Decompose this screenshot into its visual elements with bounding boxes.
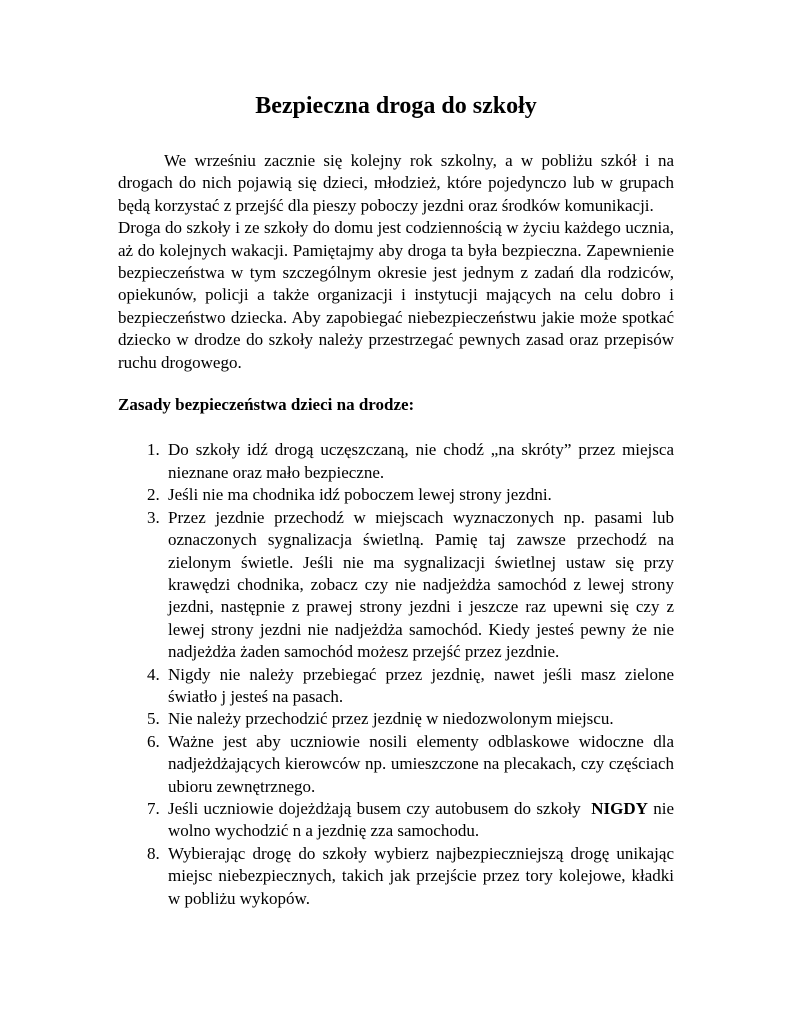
rule-item-1: 1. Do szkoły idź drogą uczęszczaną, nie chodź „na skróty” przez miejsca nieznane oraz mało bezpieczne.: [164, 439, 674, 484]
rule-item-8: 8. Wybierając drogę do szkoły wybierz najbezpieczniejszą drogę unikając miejsc niebezpiecznych, takich jak przejście przez tory kolejowe, kładki w pobliżu wykopów.: [164, 843, 674, 910]
document-title: Bezpieczna droga do szkoły: [255, 93, 537, 119]
rule-item-7: [164, 798, 674, 843]
rule-7-end: nie wolno wychodzić n a jezdnię zza samochodu.: [168, 798, 675, 841]
rule-7-emphasis: NIGDY: [591, 798, 648, 818]
rule-item-5: 5. Nie należy przechodzić przez jezdnię w niedozwolonym miejscu.: [164, 708, 674, 730]
rules-heading: Zasady bezpieczeństwa dzieci na drodze:: [118, 395, 415, 415]
rule-item-6: 6. Ważne jest aby uczniowie nosili elementy odblaskowe widoczne dla nadjeżdżających kierowców np. umieszczone na plecakach, czy częściach ubioru zewnętrznego.: [164, 731, 674, 798]
intro-paragraph: We wrześniu zacznie się kolejny rok szkolny, a w pobliżu szkół i na drogach do nich pojawią się dzieci, młodzież, które pojedynczo lub w grupach będą korzystać z przejść dla pieszy poboczy jezdni oraz środków komunikacji.: [118, 151, 674, 215]
rule-item-4: 4. Nigdy nie należy przebiegać przez jezdnię, nawet jeśli masz zielone światło j jesteś na pasach.: [164, 664, 674, 709]
rules-list: [118, 439, 674, 910]
rule-7-start: Jeśli uczniowie dojeżdżają busem czy autobusem do szkoły: [168, 798, 581, 818]
rule-item-2: 2. Jeśli nie ma chodnika idź poboczem lewej strony jezdni.: [164, 484, 674, 506]
second-paragraph: Droga do szkoły i ze szkoły do domu jest codziennością w życiu każdego ucznia, aż do kolejnych wakacji. Pamiętajmy aby droga ta była bezpieczna. Zapewnienie bezpieczeństwa w tym szczególnym okresie jest jednym z zadań dla rodziców, opiekunów, policji a także organizacji i instytucji mających na celu dobro i bezpieczeństwo dziecka. Aby zapobiegać niebezpieczeństwu jakie może spotkać dziecko w drodze do szkoły należy przestrzegać pewnych zasad oraz przepisów ruchu drogowego.: [118, 218, 674, 372]
document-page: [118, 0, 674, 910]
rule-item-3: 3. Przez jezdnie przechodź w miejscach wyznaczonych np. pasami lub oznaczonych sygnalizacja świetlną. Pamię taj zawsze przechodź na zielonym świetle. Jeśli nie ma sygnalizacji świetlnej ustaw się przy krawędzi chodnika, zobacz czy nie nadjeżdża samochód z lewej strony jezdni, następnie z prawej strony jezdni i jeszcze raz upewni się czy z lewej strony jezdni nie nadjeżdża samochód. Kiedy jesteś pewny że nie nadjeżdża żaden samochód możesz przejść przez jezdnie.: [164, 507, 674, 664]
